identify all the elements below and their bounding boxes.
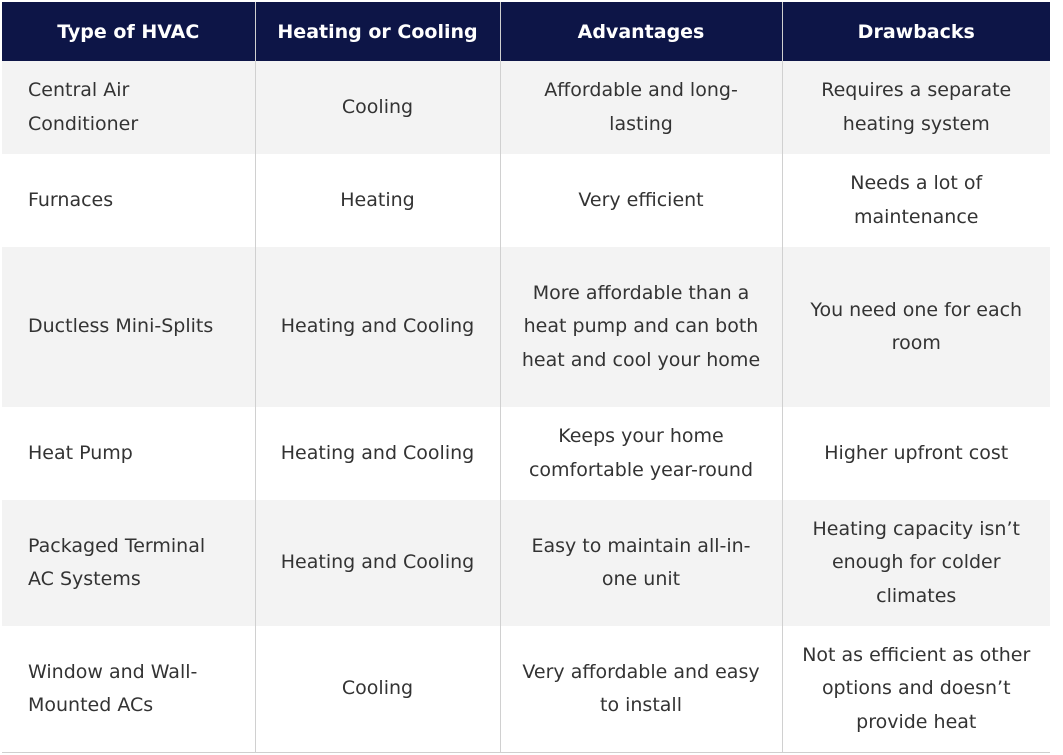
cell-advantages: Very affordable and easy to install [500,626,782,753]
cell-drawbacks: You need one for each room [782,247,1050,407]
cell-type: Ductless Mini-Splits [2,247,255,407]
table-header [2,2,1050,61]
cell-mode: Heating and Cooling [255,247,500,407]
cell-type: Central Air Conditioner [2,61,255,154]
table-body [2,61,1050,753]
header-heating-or-cooling: Heating or Cooling [255,2,500,61]
hvac-comparison-table [2,2,1050,753]
cell-mode: Heating [255,154,500,247]
table-row [2,626,1050,753]
cell-mode: Cooling [255,61,500,154]
cell-drawbacks: Not as efficient as other options and doesn’t provide heat [782,626,1050,753]
cell-type: Packaged Terminal AC Systems [2,500,255,626]
cell-advantages: Easy to maintain all-in-one unit [500,500,782,626]
cell-type: Window and Wall-Mounted ACs [2,626,255,753]
cell-type: Furnaces [2,154,255,247]
header-advantages: Advantages [500,2,782,61]
header-type: Type of HVAC [2,2,255,61]
cell-drawbacks: Heating capacity isn’t enough for colder climates [782,500,1050,626]
cell-type: Heat Pump [2,407,255,500]
table-row [2,407,1050,500]
cell-mode: Heating and Cooling [255,407,500,500]
cell-advantages: Very efficient [500,154,782,247]
table-row [2,500,1050,626]
cell-drawbacks: Higher upfront cost [782,407,1050,500]
cell-advantages: More affordable than a heat pump and can both heat and cool your home [500,247,782,407]
cell-drawbacks: Needs a lot of maintenance [782,154,1050,247]
cell-advantages: Affordable and long-lasting [500,61,782,154]
table-row [2,154,1050,247]
table-row [2,247,1050,407]
header-drawbacks: Drawbacks [782,2,1050,61]
cell-drawbacks: Requires a separate heating system [782,61,1050,154]
table-row [2,61,1050,154]
cell-advantages: Keeps your home comfortable year-round [500,407,782,500]
cell-mode: Cooling [255,626,500,753]
header-row [2,2,1050,61]
cell-mode: Heating and Cooling [255,500,500,626]
